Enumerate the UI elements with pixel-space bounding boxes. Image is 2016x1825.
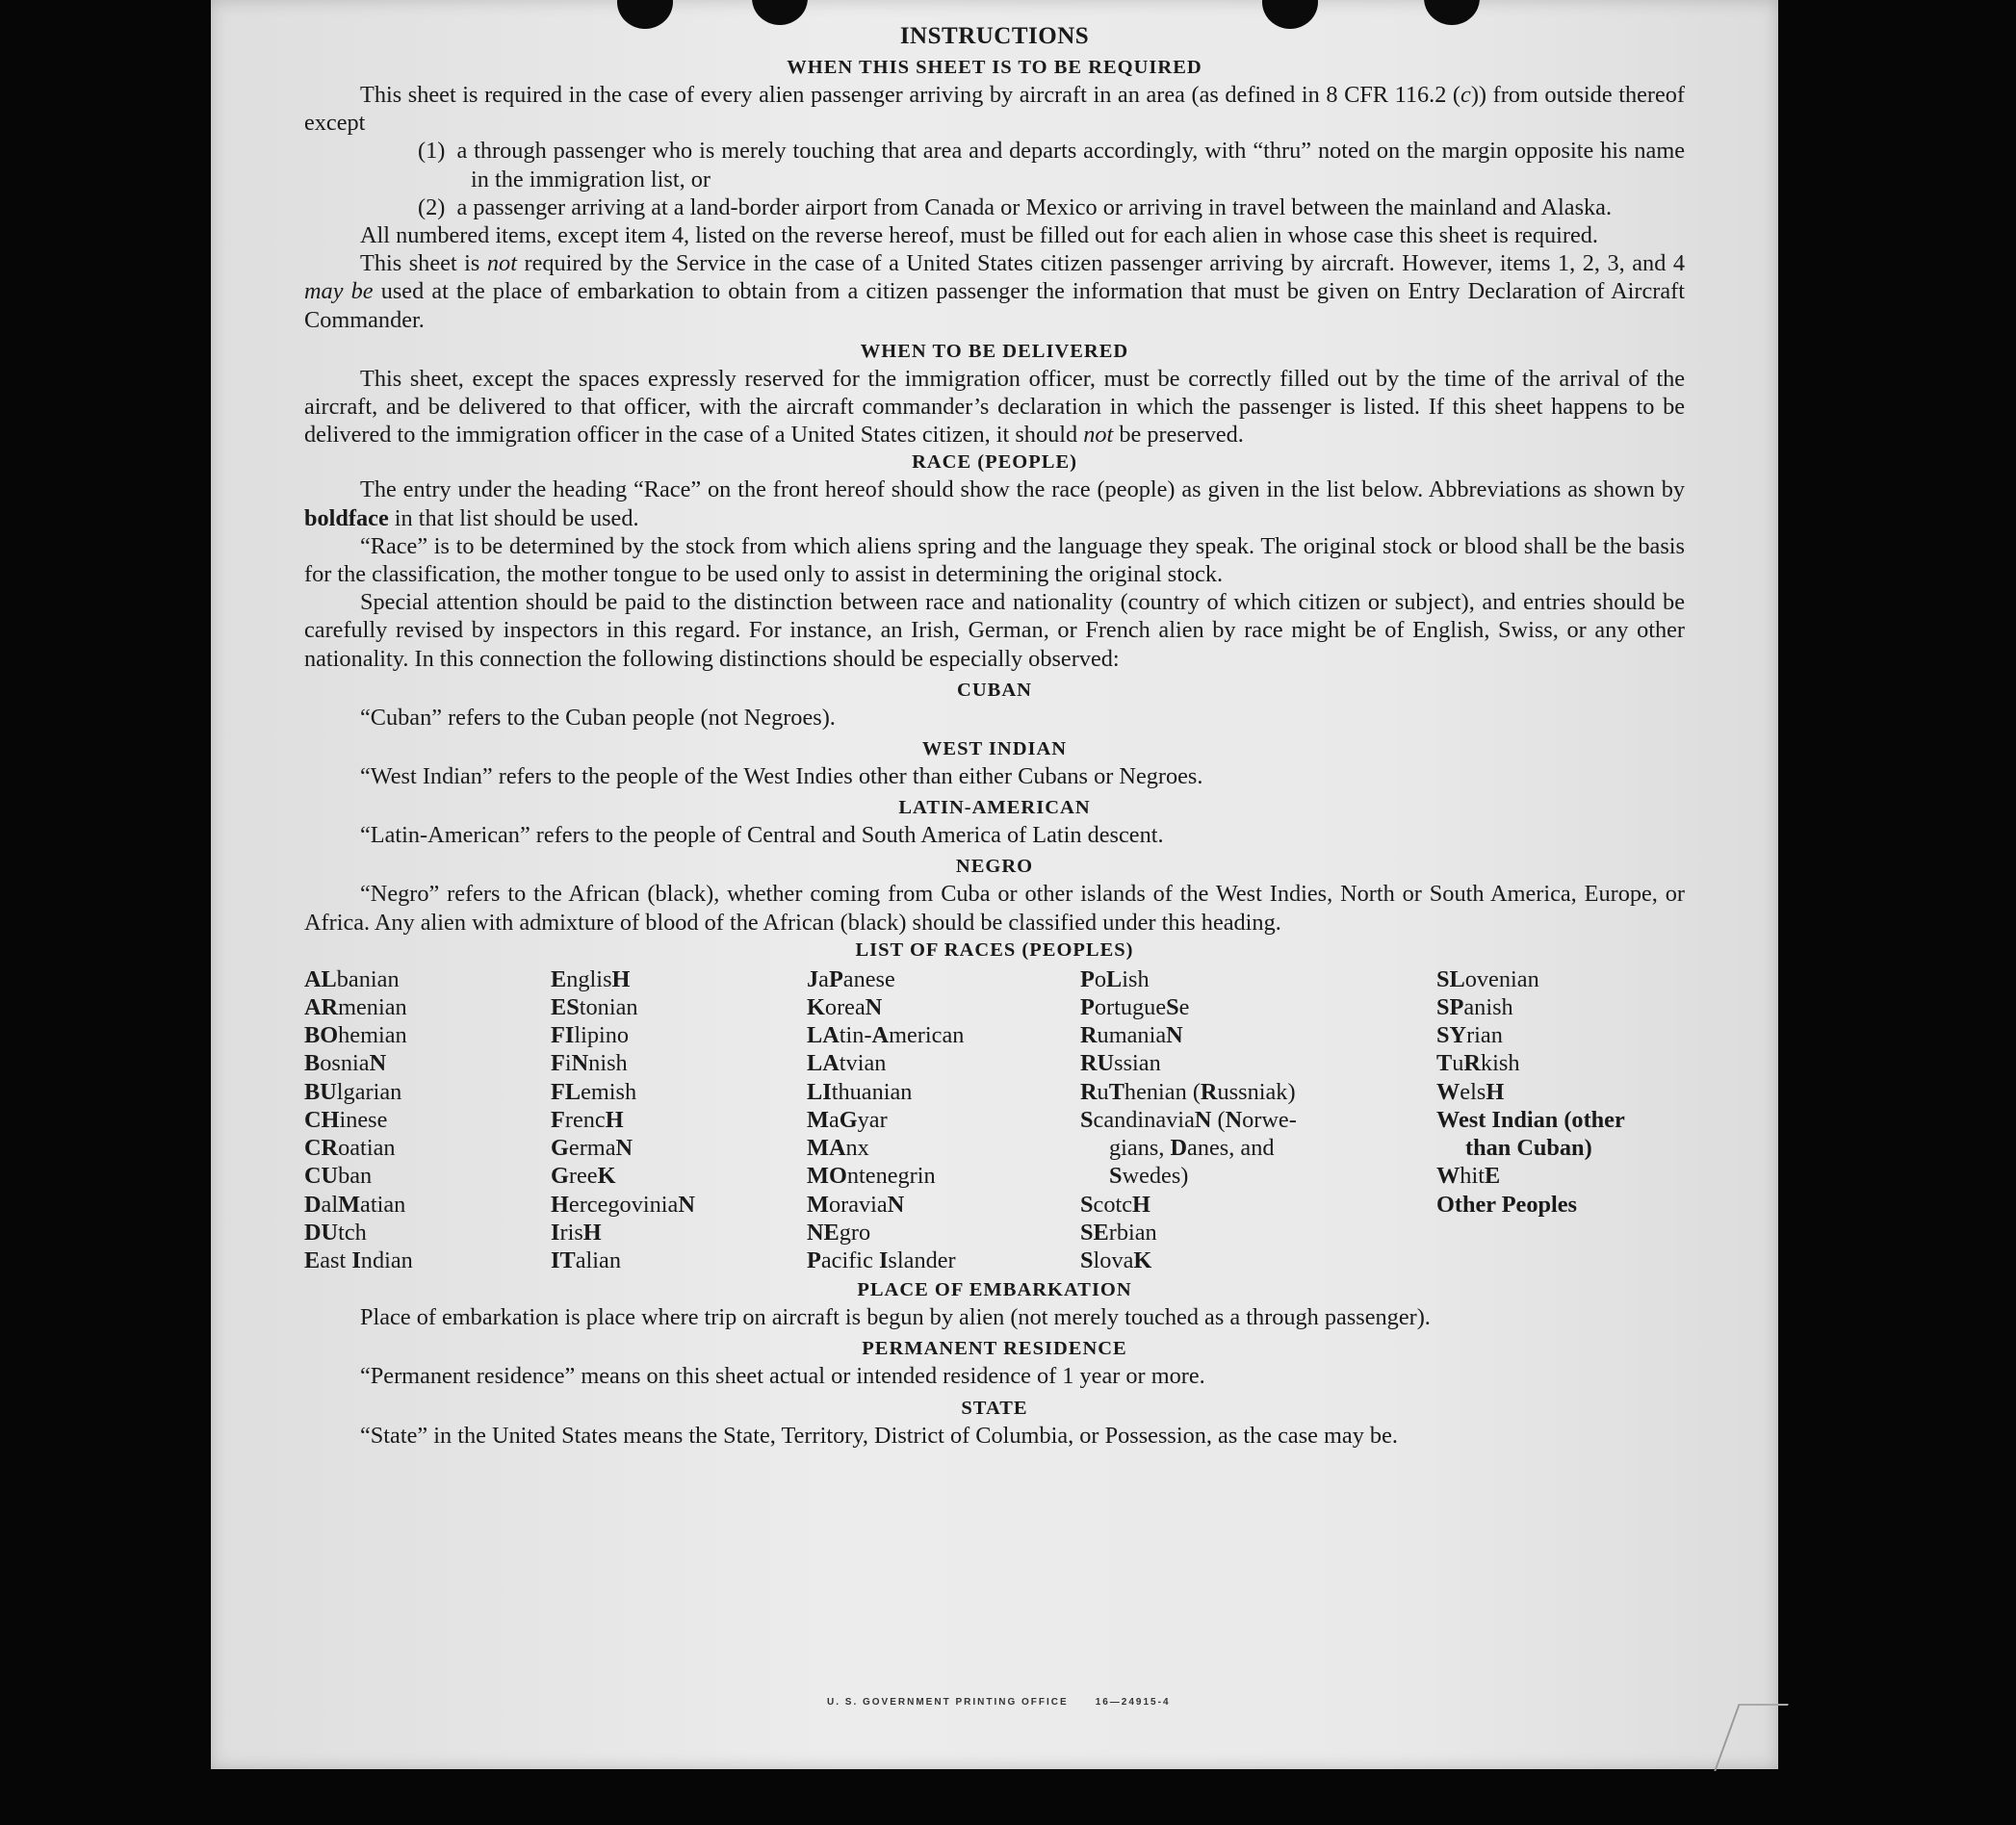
race-entry: LAtin-American	[807, 1022, 965, 1049]
paragraph: This sheet is not required by the Service in the case of a United States citizen passenger arriving by aircraft. However, items 1, 2, 3, and 4 may be used at the place of embarkation to obtain from a citizen passenger the information that must be given on Entry Declaration of Aircraft Commander.	[304, 250, 1686, 333]
race-entry: CRoatian	[304, 1135, 396, 1162]
paragraph: “Negro” refers to the African (black), whether coming from Cuba or other islands of the West Indies, North or South America, Europe, or Africa. Any alien with admixture of blood of the African (black) should be classified under this heading.	[304, 881, 1685, 936]
race-entry: FLemish	[551, 1078, 637, 1105]
race-entry: FrencH	[551, 1106, 624, 1133]
section-heading: PLACE OF EMBARKATION	[857, 1279, 1132, 1301]
race-entry: FIlipino	[551, 1022, 630, 1049]
race-entry: gians, Danes, and	[1109, 1135, 1275, 1162]
race-column	[1436, 965, 1685, 1274]
race-entry: HercegoviniaN	[551, 1191, 695, 1218]
race-entry: East Indian	[304, 1247, 413, 1273]
paragraph: “Race” is to be determined by the stock from which aliens spring and the language they speak. The original stock or blood shall be the basis for the classification, the mother tongue to be used only to assist in determining the original stock.	[304, 532, 1685, 588]
race-entry: Swedes)	[1109, 1163, 1189, 1190]
race-entry: RuThenian (Russniak)	[1080, 1078, 1296, 1105]
race-entry: PortugueSe	[1080, 994, 1190, 1021]
race-column	[807, 965, 1080, 1274]
race-column	[1080, 965, 1436, 1274]
paragraph: “Latin-American” refers to the people of Central and South America of Latin descent.	[360, 822, 1164, 849]
race-entry: WelsH	[1436, 1078, 1505, 1105]
section-heading: LIST OF RACES (PEOPLES)	[855, 938, 1134, 961]
instructions-body	[304, 19, 1685, 1450]
race-entry: MOntenegrin	[807, 1163, 936, 1190]
race-column	[304, 965, 551, 1274]
race-entry: TuRkish	[1436, 1050, 1520, 1077]
paragraph: This sheet, except the spaces expressly reserved for the immigration officer, must be correctly filled out by the time of the arrival of the aircraft, and be delivered to that officer, with the aircraft commander’s declaration in which the passenger is listed. If this sheet happens to be delivered to the immigration officer in the case of a United States citizen, it should not be preserved.	[304, 365, 1685, 449]
page-title: INSTRUCTIONS	[899, 23, 1090, 49]
race-entry: CHinese	[304, 1106, 388, 1133]
section-heading: WHEN THIS SHEET IS TO BE REQUIRED	[787, 57, 1202, 78]
paragraph: Place of embarkation is place where trip on aircraft is begun by alien (not merely touched as a through passenger).	[360, 1304, 1431, 1331]
race-entry: GermaN	[551, 1135, 633, 1162]
section-heading: WHEN TO BE DELIVERED	[860, 340, 1129, 362]
paragraph: “Cuban” refers to the Cuban people (not Negroes).	[360, 704, 836, 731]
paragraph: All numbered items, except item 4, listed on the reverse hereof, must be filled out for each alien in whose case this sheet is required.	[360, 222, 1598, 249]
race-entry: BosniaN	[304, 1050, 387, 1077]
section-heading: PERMANENT RESIDENCE	[862, 1338, 1127, 1360]
race-entry: MAnx	[807, 1135, 869, 1162]
race-entry: PoLish	[1080, 965, 1150, 992]
section-heading: STATE	[961, 1397, 1028, 1419]
race-entry: ScandinaviaN (Norwe-	[1080, 1106, 1297, 1133]
race-entry: KoreaN	[807, 994, 883, 1021]
race-entry: LAtvian	[807, 1050, 887, 1077]
section-heading: WEST INDIAN	[921, 738, 1068, 760]
paragraph: The entry under the heading “Race” on the front hereof should show the race (people) as given in the list below. Abbreviations as shown by boldface in that list should be used.	[304, 476, 1685, 531]
race-entry: RUssian	[1080, 1050, 1161, 1077]
paragraph: This sheet is required in the case of every alien passenger arriving by aircraft in an area (as defined in 8 CFR 116.2 (c)) from outside thereof except	[304, 82, 1685, 137]
race-entry: BUlgarian	[304, 1078, 402, 1105]
race-entry: CUban	[304, 1163, 373, 1190]
race-entry: West Indian (other	[1436, 1106, 1625, 1133]
race-entry: SErbian	[1080, 1219, 1157, 1246]
section-heading: NEGRO	[955, 856, 1034, 878]
printer-imprint: U. S. GOVERNMENT PRINTING OFFICE 16—24915-4	[827, 1697, 1171, 1708]
race-entry: FiNnish	[551, 1050, 628, 1077]
section-heading: CUBAN	[957, 679, 1032, 701]
race-entry: DalMatian	[304, 1191, 406, 1218]
race-entry: DUtch	[304, 1219, 367, 1246]
race-entry: WhitE	[1436, 1163, 1501, 1190]
list-item: (2) a passenger arriving at a land-border airport from Canada or Mexico or arriving in travel between the mainland and Alaska.	[418, 193, 1613, 220]
race-entry: IrisH	[551, 1219, 602, 1246]
race-entry: SLovenian	[1436, 965, 1539, 992]
page-corner-fold	[1714, 1704, 1788, 1771]
paragraph: “State” in the United States means the State, Territory, District of Columbia, or Possession, as the case may be.	[360, 1422, 1398, 1449]
race-entry: SPanish	[1436, 994, 1513, 1021]
race-entry: Other Peoples	[1436, 1191, 1577, 1218]
list-item: (1) a through passenger who is merely touching that area and departs accordingly, with “thru” noted on the margin opposite his name in the immigration list, or	[418, 138, 1685, 193]
race-entry: ITalian	[551, 1247, 621, 1273]
race-entry: LIthuanian	[807, 1078, 913, 1105]
race-entry: NEgro	[807, 1219, 871, 1246]
race-entry: EStonian	[551, 994, 638, 1021]
race-entry: ScotcH	[1080, 1191, 1150, 1218]
paragraph: “West Indian” refers to the people of the West Indies other than either Cubans or Negroes.	[360, 763, 1203, 790]
race-entry: ARmenian	[304, 994, 407, 1021]
race-entry: than Cuban)	[1465, 1135, 1592, 1162]
race-entry: SlovaK	[1080, 1247, 1152, 1273]
race-entry: ALbanian	[304, 965, 400, 992]
race-entry: BOhemian	[304, 1022, 407, 1049]
race-entry: GreeK	[551, 1163, 616, 1190]
section-heading: RACE (PEOPLE)	[912, 451, 1077, 474]
paragraph: Special attention should be paid to the distinction between race and nationality (country of which citizen or subject), and entries should be carefully revised by inspectors in this regard. For instance, an Irish, German, or French alien by race might be of English, Swiss, or any other nationality. In this connection the following distinctions should be especially observed:	[304, 589, 1685, 672]
race-entry: JaPanese	[807, 965, 895, 992]
race-entry: Pacific Islander	[807, 1247, 956, 1273]
race-entry: EnglisH	[551, 965, 631, 992]
race-entry: SYrian	[1436, 1022, 1503, 1049]
paragraph: “Permanent residence” means on this sheet actual or intended residence of 1 year or more.	[360, 1363, 1205, 1390]
race-entry: RumaniaN	[1080, 1022, 1183, 1049]
race-entry: MoraviaN	[807, 1191, 905, 1218]
race-list	[304, 965, 1685, 1274]
section-heading: LATIN-AMERICAN	[898, 797, 1091, 819]
race-entry: MaGyar	[807, 1106, 888, 1133]
race-column	[551, 965, 807, 1274]
document-page	[211, 0, 1778, 1769]
